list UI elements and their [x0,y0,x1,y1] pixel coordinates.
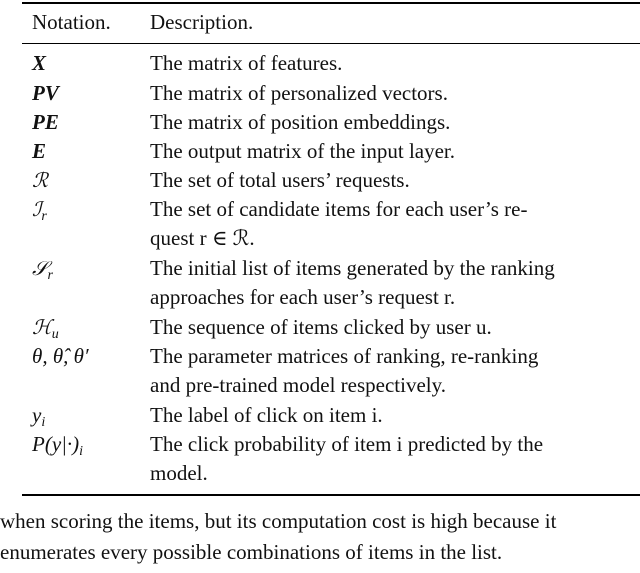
notation-description: The matrix of personalized vectors. [150,81,448,105]
notation-symbol: $P(y|\cdot)_i$ [32,432,84,459]
body-paragraph: when scoring the items, but its computation cost is high because it enumerates every possible combinations of items in the list. [0,509,557,564]
notation-header: Notation. [32,10,111,34]
table-bottom-rule [22,494,640,496]
notation-description: The click probability of item i predicted by the model. [150,432,544,485]
table-header-rule [22,43,640,44]
notation-symbol: E [32,139,47,163]
table-top-rule [22,2,640,4]
notation-description: The matrix of position embeddings. [150,110,451,134]
notation-description: The set of candidate items for each user’s re- quest r ∈ ℛ. [150,197,528,250]
notation-symbol: ℋ$_u$ [32,315,59,342]
notation-description: The set of total users’ requests. [150,168,410,192]
notation-symbol: θ, θ̂, θ′ [32,344,89,368]
notation-symbol: $y_i$ [32,403,46,430]
notation-description: The matrix of features. [150,51,343,75]
notation-description: The parameter matrices of ranking, re-ranking and pre-trained model respectively. [150,344,539,397]
notation-description: The initial list of items generated by the ranking approaches for each user’s request r. [150,256,555,309]
notation-description: The label of click on item i. [150,403,383,427]
notation-symbol: X [32,51,47,75]
notation-symbol: PE [32,110,59,134]
notation-symbol: 𝒮$_r$ [32,256,53,283]
notation-symbol: ℛ [32,168,48,192]
notation-symbol: PV [32,81,59,105]
notation-symbol: ℐ$_r$ [32,197,47,224]
description-header: Description. [150,10,254,34]
notation-description: The sequence of items clicked by user u. [150,315,492,339]
notation-description: The output matrix of the input layer. [150,139,456,163]
